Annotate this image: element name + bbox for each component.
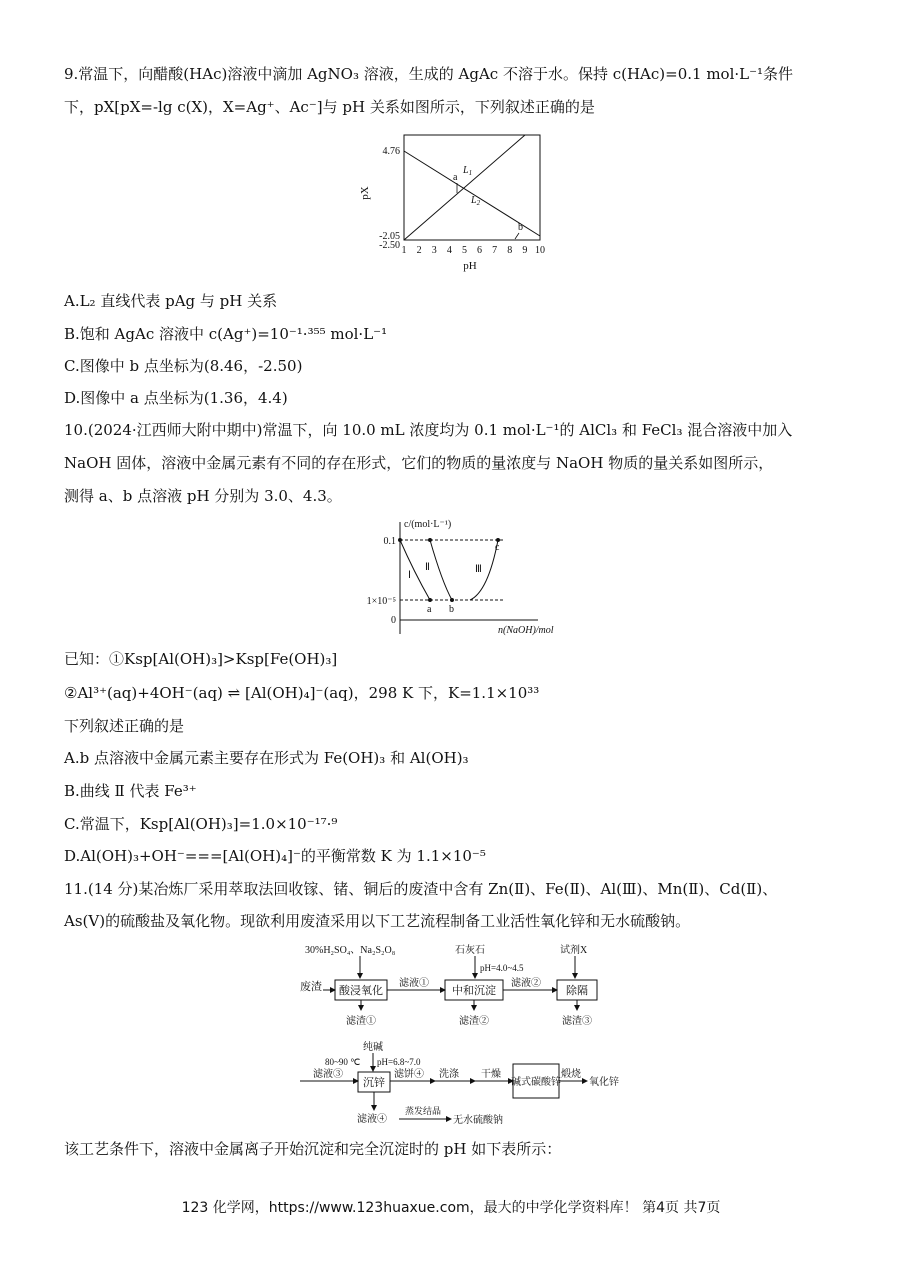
q10-option-c: C.常温下，Ksp[Al(OH)₃]=1.0×10⁻¹⁷·⁹ [64,815,338,833]
flow-cond-ph1: pH=4.0~4.5 [480,963,524,973]
q9-label-L2: $L_2$ [471,195,481,207]
flow-temp: 80~90 ℃ [325,1057,361,1067]
flow-start: 废渣 [300,981,322,993]
flow-filtrate-1: 滤液① [399,978,429,989]
q11-table-intro: 该工艺条件下，溶液中金属离子开始沉淀和完全沉淀时的 pH 如下表所示： [64,1140,562,1158]
q10-ytick-1e5: 1×10⁻⁵ [366,596,396,607]
q10-curve-II [430,540,452,600]
q10-label-I: Ⅰ [408,570,411,581]
flow-evap: 蒸发结晶 [405,1106,442,1116]
flow-reagent-x: 试剂X [560,945,588,956]
q9-xtick: 6 [477,245,483,256]
q9-xtick: 3 [431,245,437,256]
q10-ytick-0: 0 [391,615,396,626]
q9-point-a: a [453,172,458,183]
flow-box-remove-label: 除隔 [566,985,588,997]
q10-label-b: b [449,604,454,615]
q10-label-a: a [427,604,432,615]
q9-option-c: C.图像中 b 点坐标为(8.46，-2.50) [64,357,303,375]
flow-box-zinc-label: 沉锌 [363,1077,385,1089]
q10-label-II: Ⅱ [425,562,430,573]
q10-ytick-01: 0.1 [383,536,396,547]
q9-line-L2 [404,135,525,240]
q9-chart [355,135,555,275]
q10-xlabel: n(NaOH)/mol [498,625,554,636]
q9-xlabel: pH [463,260,477,272]
q9-ytick-476: 4.76 [382,146,400,157]
flow-reagent-limestone: 石灰石 [455,945,485,956]
flow-residue-1: 滤渣① [346,1016,376,1027]
q9-stem-line2: 下，pX[pX=-lg c(X)，X=Ag⁺、Ac⁻]与 pH 关系如图所示，下列叙述正确的是 [64,98,595,116]
q9-ylabel: pX [359,186,371,200]
flow-reagent-soda: 纯碱 [363,1042,383,1053]
q9-ytick-205: -2.05 [379,231,400,242]
q9-xtick: 7 [492,245,498,256]
q9-option-a: A.L₂ 直线代表 pAg 与 pH 关系 [64,292,278,310]
flow-residue-3: 滤渣③ [562,1016,592,1027]
q9-xtick: 2 [416,245,422,256]
q10-chart [350,512,554,640]
flow-filtrate-2: 滤液② [511,978,541,989]
q9-xtick: 4 [446,245,452,256]
flow-box-leach-label: 酸浸氧化 [339,985,383,997]
q10-known-1: 已知：①Ksp[Al(OH)₃]>Ksp[Fe(OH)₃] [64,650,338,668]
flow-calcine: 煅烧 [561,1069,581,1080]
q9-arrow-b [515,233,519,239]
q10-option-d: D.Al(OH)₃+OH⁻===[Al(OH)₄]⁻的平衡常数 K 为 1.1×10⁻⁵ [64,847,486,865]
q10-dot-start [398,538,402,542]
q9-xtick: 5 [461,245,467,256]
q9-xtick: 10 [535,245,545,256]
q10-known-2: ②Al³⁺(aq)+4OH⁻(aq) ⇌ [Al(OH)₄]⁻(aq)，298 K 下，K=1.1×10³³ [64,684,540,702]
q10-stem-line2: NaOH 固体，溶液中金属元素有不同的存在形式，它们的物质的量浓度与 NaOH 物质的量关系如图所示， [64,454,774,472]
flow-reagent-acid: 30%H₂SO₄、Na₂S₂O₈ [305,945,396,956]
q10-dot-II-start [428,538,432,542]
flow-cake: 滤饼④ [394,1069,424,1080]
q9-label-L1: $L_1$ [463,165,473,177]
q9-point-b: b [518,222,523,233]
flow-box-basic-zinc-label: 碱式碳酸锌 [511,1077,561,1088]
q9-xtick: 9 [522,245,528,256]
q11-flowchart [295,938,619,1128]
q11-stem-line1: 11.(14 分)某冶炼厂采用萃取法回收镓、锗、铜后的废渣中含有 Zn(Ⅱ)、Fe(Ⅱ)、Al(Ⅲ)、Mn(Ⅱ)、Cd(Ⅱ)、 [64,880,778,898]
q10-label-c: c [495,542,500,553]
flow-wash: 洗涤 [439,1069,459,1080]
q10-stem-line1: 10.(2024·江西师大附中期中)常温下，向 10.0 mL 浓度均为 0.1 mol·L⁻¹的 AlCl₃ 和 FeCl₃ 混合溶液中加入 [64,421,793,439]
q9-stem-line1: 9.常温下，向醋酸(HAc)溶液中滴加 AgNO₃ 溶液，生成的 AgAc 不溶于水。保持 c(HAc)=0.1 mol·L⁻¹条件 [64,65,794,83]
flow-product-na2so4: 无水硫酸钠 [453,1115,503,1126]
q9-ytick-250: -2.50 [379,240,400,251]
flow-filtrate-4: 滤液④ [357,1114,387,1125]
q10-ylabel: c/(mol·L⁻¹) [404,519,452,530]
q10-option-a: A.b 点溶液中金属元素主要存在形式为 Fe(OH)₃ 和 Al(OH)₃ [64,749,469,767]
flow-dry: 干燥 [481,1069,501,1080]
q10-label-III: Ⅲ [475,564,482,575]
flow-product-zno: 氧化锌 [589,1077,619,1088]
flow-residue-2: 滤渣② [459,1016,489,1027]
q10-dot-b [450,598,454,602]
page-footer: 123 化学网，https://www.123huaxue.com，最大的中学化学资料库！ 第4页 共7页 [181,1200,721,1216]
q10-stem-line3: 测得 a、b 点溶液 pH 分别为 3.0、4.3。 [64,487,342,505]
flow-box-neutral-label: 中和沉淀 [452,985,496,997]
flow-cond-ph2: pH=6.8~7.0 [377,1057,421,1067]
q11-stem-line2: As(Ⅴ)的硫酸盐及氧化物。现欲利用废渣采用以下工艺流程制备工业活性氧化锌和无水硫酸钠。 [64,912,691,930]
flow-filtrate-3: 滤液③ [313,1069,343,1080]
q10-question: 下列叙述正确的是 [64,717,185,735]
q9-xtick: 1 [401,245,407,256]
q9-option-b: B.饱和 AgAc 溶液中 c(Ag⁺)=10⁻¹·³⁵⁵ mol·L⁻¹ [64,325,388,343]
q10-dot-a [428,598,432,602]
q9-option-d: D.图像中 a 点坐标为(1.36，4.4) [64,389,288,407]
q9-xtick: 8 [507,245,513,256]
q10-option-b: B.曲线 Ⅱ 代表 Fe³⁺ [64,782,197,800]
